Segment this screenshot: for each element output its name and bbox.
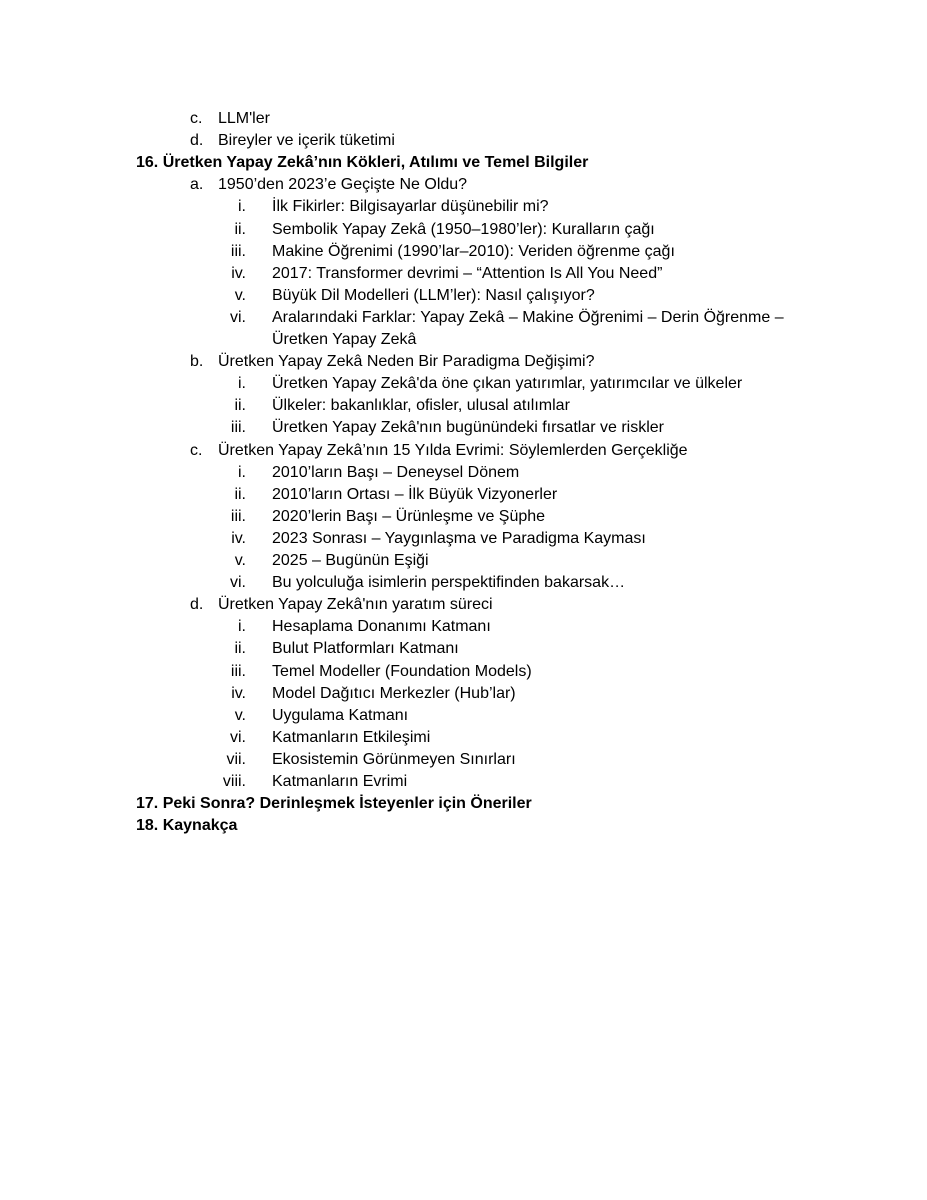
outline-text: Temel Modeller (Foundation Models): [272, 662, 532, 680]
outline-text: Bireyler ve içerik tüketimi: [218, 132, 395, 150]
outline-text: 2010’ların Ortası – İlk Büyük Vizyonerler: [272, 485, 558, 503]
list-marker: vi.: [230, 308, 246, 326]
list-marker: v.: [234, 286, 246, 304]
outline-text: İlk Fikirler: Bilgisayarlar düşünebilir mi?: [272, 198, 549, 216]
list-marker: i.: [238, 463, 246, 481]
list-marker: iii.: [230, 507, 246, 525]
list-marker: b.: [190, 353, 204, 371]
outline-text: 16. Üretken Yapay Zekâ’nın Kökleri, Atılımı ve Temel Bilgiler: [136, 154, 589, 172]
list-marker: ii.: [234, 220, 246, 238]
outline-text: Büyük Dil Modelleri (LLM’ler): Nasıl çalışıyor?: [272, 286, 595, 304]
list-marker: c.: [190, 110, 203, 127]
outline-text: Katmanların Evrimi: [272, 773, 408, 790]
list-marker: vi.: [230, 574, 246, 592]
outline-text: Üretken Yapay Zekâ'nın yaratım süreci: [218, 596, 493, 614]
list-marker: ii.: [234, 640, 246, 658]
outline-text: Üretken Yapay Zekâ Neden Bir Paradigma Değişimi?: [218, 353, 595, 371]
outline-text: Sembolik Yapay Zekâ (1950–1980’ler): Kuralların çağı: [272, 220, 655, 238]
list-marker: ii.: [234, 485, 246, 503]
list-marker: iii.: [230, 419, 246, 437]
outline-text: Model Dağıtıcı Merkezler (Hub’lar): [272, 684, 516, 702]
list-marker: i.: [238, 618, 246, 636]
outline-text: Katmanların Etkileşimi: [272, 728, 431, 746]
outline-text: 18. Kaynakça: [136, 817, 238, 835]
outline-text: 2010’ların Başı – Deneysel Dönem: [272, 463, 520, 481]
outline-text: Makine Öğrenimi (1990’lar–2010): Veriden öğrenme çağı: [272, 242, 675, 260]
outline-text: Bulut Platformları Katmanı: [272, 640, 459, 658]
list-marker: ii.: [234, 397, 246, 415]
list-marker: d.: [190, 132, 204, 150]
list-marker: a.: [190, 176, 204, 194]
outline-text: Hesaplama Donanımı Katmanı: [272, 618, 491, 636]
list-marker: iv.: [231, 529, 246, 547]
outline-text: Bu yolculuğa isimlerin perspektifinden bakarsak…: [272, 574, 626, 592]
list-marker: v.: [234, 706, 246, 724]
list-marker: vi.: [230, 728, 246, 746]
outline-text: 17. Peki Sonra? Derinleşmek İsteyenler için Öneriler: [136, 795, 532, 813]
list-marker: i.: [238, 375, 246, 393]
list-marker: iii.: [230, 242, 246, 260]
list-marker: iv.: [231, 264, 246, 282]
list-marker: iv.: [231, 684, 246, 702]
outline-text: Üretken Yapay Zekâ'nın bugünündeki fırsatlar ve riskler: [272, 419, 664, 437]
outline-text: Üretken Yapay Zekâ: [272, 331, 417, 348]
outline-text: Üretken Yapay Zekâ'da öne çıkan yatırımlar, yatırımcılar ve ülkeler: [272, 375, 743, 393]
list-marker: d.: [190, 596, 204, 614]
list-marker: v.: [234, 552, 246, 569]
outline-text: 1950’den 2023’e Geçişte Ne Oldu?: [218, 176, 468, 194]
list-marker: vii.: [226, 750, 246, 768]
outline-text: Uygulama Katmanı: [272, 706, 409, 724]
outline-text: Aralarındaki Farklar: Yapay Zekâ – Makine Öğrenimi – Derin Öğrenme –: [272, 308, 784, 326]
list-marker: viii.: [222, 773, 246, 790]
list-marker: iii.: [230, 662, 246, 680]
outline-text: Üretken Yapay Zekâ’nın 15 Yılda Evrimi: Söylemlerden Gerçekliğe: [218, 441, 688, 459]
outline-text: 2020’lerin Başı – Ürünleşme ve Şüphe: [272, 507, 546, 525]
outline-text: Ekosistemin Görünmeyen Sınırları: [272, 750, 516, 768]
list-marker: i.: [238, 198, 246, 216]
outline-text: Ülkeler: bakanlıklar, ofisler, ulusal atılımlar: [272, 397, 570, 415]
outline-text: 2017: Transformer devrimi – “Attention Is All You Need”: [272, 264, 663, 282]
outline-text: LLM'ler: [218, 110, 270, 127]
outline-text: 2023 Sonrası – Yaygınlaşma ve Paradigma Kayması: [272, 529, 646, 547]
list-marker: c.: [190, 441, 203, 459]
outline-text: 2025 – Bugünün Eşiği: [272, 552, 429, 569]
